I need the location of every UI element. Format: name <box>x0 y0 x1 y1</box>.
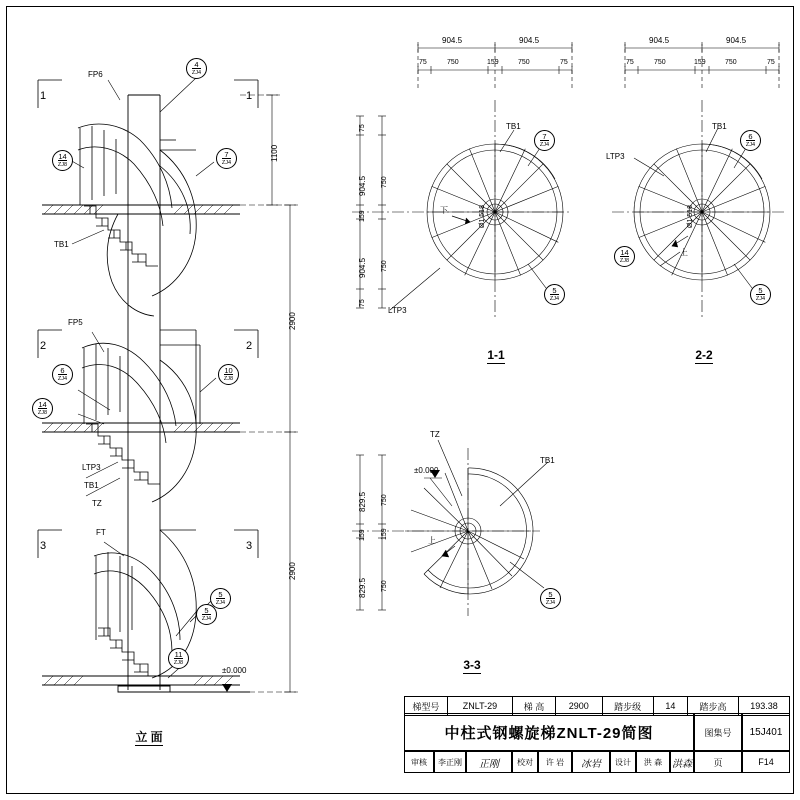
elevation-label-tb1-bottom: TB1 <box>84 481 99 490</box>
plan33-leftsub-750b: 750 <box>381 580 388 592</box>
callout-number: 7 <box>224 150 229 160</box>
callout-number: 7 <box>542 132 547 142</box>
plan33-caption <box>442 658 502 672</box>
atlas-value: 15J401 <box>749 726 783 738</box>
callout-code: ZJ4 <box>549 295 560 302</box>
elevation-label-datum: ±0.000 <box>222 666 247 675</box>
callout-number: 14 <box>38 400 47 410</box>
callout-number: 5 <box>218 590 223 600</box>
callout-code: ZJ4 <box>57 375 68 382</box>
plan22-label-up: 上 <box>680 248 688 257</box>
atlas-label: 图集号 <box>704 727 732 738</box>
plan22-label-tb1: TB1 <box>712 122 727 131</box>
callout-code: ZJ8 <box>173 659 184 666</box>
cut-mark-1-right: 1 <box>246 90 253 102</box>
design-name: 洪 森 <box>643 757 663 767</box>
cell-label-riser: 踏步高 <box>687 697 738 716</box>
plan11-caption-text: 1-1 <box>487 348 505 362</box>
plan33-left-829b: 829.5 <box>358 577 367 598</box>
plan11-subdim-750a: 750 <box>447 59 459 66</box>
callout-code: ZJ4 <box>221 159 232 166</box>
plan11-dim-top-2: 904.5 <box>519 36 540 45</box>
plan11-leftsub-750a: 750 <box>381 176 388 188</box>
callout-number: 5 <box>552 286 557 296</box>
cell-label-steps: 踏步级 <box>602 697 653 716</box>
plan33-caption-text: 3-3 <box>463 658 481 672</box>
elevation-caption-text: 立 面 <box>135 730 163 744</box>
callout-number: 14 <box>58 152 67 162</box>
elevation-label-fp6: FP6 <box>88 70 103 79</box>
approval-cell-review-label <box>404 751 434 773</box>
elevation-label-ft: FT <box>96 528 106 537</box>
plan22-center-dia: Ø1 518 <box>687 205 694 228</box>
callout-code: ZJ8 <box>37 409 48 416</box>
check-label: 校对 <box>517 757 533 767</box>
approval-cell-check-label <box>512 751 538 773</box>
plan11-left-75a: 75 <box>359 124 366 132</box>
plan22-subdim-75a: 75 <box>626 59 634 66</box>
cut-mark-3-left: 3 <box>40 540 47 552</box>
approval-cell-review-name <box>434 751 466 773</box>
callout-number: 11 <box>174 650 183 660</box>
plan33-label-tz: TZ <box>430 430 440 439</box>
plan11-subdim-75a: 75 <box>419 59 427 66</box>
callout-code: ZJ8 <box>619 257 630 264</box>
cut-mark-1-left: 1 <box>40 90 47 102</box>
callout-number: 5 <box>204 606 209 616</box>
drawing-title-cell <box>404 713 694 751</box>
callout-number: 5 <box>548 590 553 600</box>
cut-mark-3-right: 3 <box>246 540 253 552</box>
page-label-cell <box>694 751 742 773</box>
cell-value-height: 2900 <box>555 697 602 716</box>
atlas-label-cell <box>694 713 742 751</box>
callout-plan33-5 <box>540 588 561 609</box>
plan11-left-904b: 904.5 <box>358 257 367 278</box>
callout-number: 4 <box>194 60 199 70</box>
approval-cell-design-name <box>636 751 670 773</box>
plan22-dim-top-1: 904.5 <box>649 36 670 45</box>
callout-number: 5 <box>758 286 763 296</box>
cut-mark-2-right: 2 <box>246 340 253 352</box>
page-value-cell <box>742 751 790 773</box>
cell-value-riser: 193.38 <box>738 697 789 716</box>
plan33-left-829a: 829.5 <box>358 491 367 512</box>
check-name: 许 岩 <box>545 757 565 767</box>
elevation-label-tb1-top: TB1 <box>54 240 69 249</box>
plan11-dim-top-1: 904.5 <box>442 36 463 45</box>
approval-cell-check-name <box>538 751 572 773</box>
plan11-left-904a: 904.5 <box>358 175 367 196</box>
plan22-subdim-750a: 750 <box>654 59 666 66</box>
plan22-subdim-750b: 750 <box>725 59 737 66</box>
review-signature: 正刚 <box>479 758 499 770</box>
approval-cell-design-sign <box>670 751 694 773</box>
elevation-dim-2900-bottom: 2900 <box>288 562 297 580</box>
callout-code: ZJ4 <box>755 295 766 302</box>
cell-label-type: 梯型号 <box>405 697 448 716</box>
plan11-left-75b: 75 <box>359 299 366 307</box>
cut-mark-2-left: 2 <box>40 340 47 352</box>
callout-code: ZJ8 <box>223 375 234 382</box>
approval-cell-check-sign <box>572 751 610 773</box>
plan11-leftsub-750b: 750 <box>381 260 388 272</box>
plan22-dim-top-2: 904.5 <box>726 36 747 45</box>
callout-number: 6 <box>60 366 65 376</box>
cell-value-steps: 14 <box>653 697 687 716</box>
page-value: F14 <box>758 757 774 767</box>
cell-value-type: ZNLT-29 <box>447 697 513 716</box>
elevation-dim-2900-top: 2900 <box>288 312 297 330</box>
review-name: 李正刚 <box>438 757 462 767</box>
plan11-center-dia: Ø1 518 <box>479 205 486 228</box>
approval-cell-review-sign <box>466 751 512 773</box>
design-signature: 洪森 <box>672 758 692 770</box>
plan22-subdim-159: 159 <box>694 59 706 66</box>
page-label: 页 <box>713 757 723 768</box>
callout-code: ZJ4 <box>215 599 226 606</box>
atlas-value-cell <box>742 713 790 751</box>
design-label: 设计 <box>615 757 631 767</box>
callout-number: 10 <box>224 366 233 376</box>
callout-number: 14 <box>620 248 629 258</box>
callout-code: ZJ4 <box>745 141 756 148</box>
plan22-subdim-75b: 75 <box>767 59 775 66</box>
plan11-subdim-750b: 750 <box>518 59 530 66</box>
plan11-left-159: 159 <box>359 210 366 222</box>
elevation-label-fp5: FP5 <box>68 318 83 327</box>
plan33-label-up: 上 <box>428 536 436 545</box>
plan22-label-ltp3: LTP3 <box>606 152 625 161</box>
plan11-subdim-159: 159 <box>487 59 499 66</box>
elevation-dim-1100: 1100 <box>270 144 279 162</box>
approval-cell-design-label <box>610 751 636 773</box>
check-signature: 冰岩 <box>581 758 601 770</box>
plan33-label-tb1: TB1 <box>540 456 555 465</box>
callout-code: ZJ4 <box>191 69 202 76</box>
plan11-subdim-75b: 75 <box>560 59 568 66</box>
elevation-label-tz: TZ <box>92 499 102 508</box>
cell-label-height: 梯 高 <box>513 697 556 716</box>
review-label: 审核 <box>411 757 427 767</box>
elevation-label-ltp3: LTP3 <box>82 463 101 472</box>
callout-code: ZJ4 <box>201 615 212 622</box>
drawing-title: 中柱式钢螺旋梯ZNLT-29简图 <box>444 724 654 742</box>
plan11-label-tb1: TB1 <box>506 122 521 131</box>
plan33-label-datum: ±0.000 <box>414 466 439 475</box>
callout-code: ZJ8 <box>57 161 68 168</box>
plan11-label-down: 下 <box>440 206 448 215</box>
plan33-leftsub-750a: 750 <box>381 494 388 506</box>
callout-code: ZJ4 <box>539 141 550 148</box>
callout-number: 6 <box>748 132 753 142</box>
plan11-label-ltp3: LTP3 <box>388 306 407 315</box>
plan33-left-159: 159 <box>359 529 366 541</box>
plan22-caption-text: 2-2 <box>695 348 713 362</box>
title-block <box>404 696 790 788</box>
callout-code: ZJ4 <box>545 599 556 606</box>
plan33-leftsub-159: 159 <box>381 528 388 540</box>
